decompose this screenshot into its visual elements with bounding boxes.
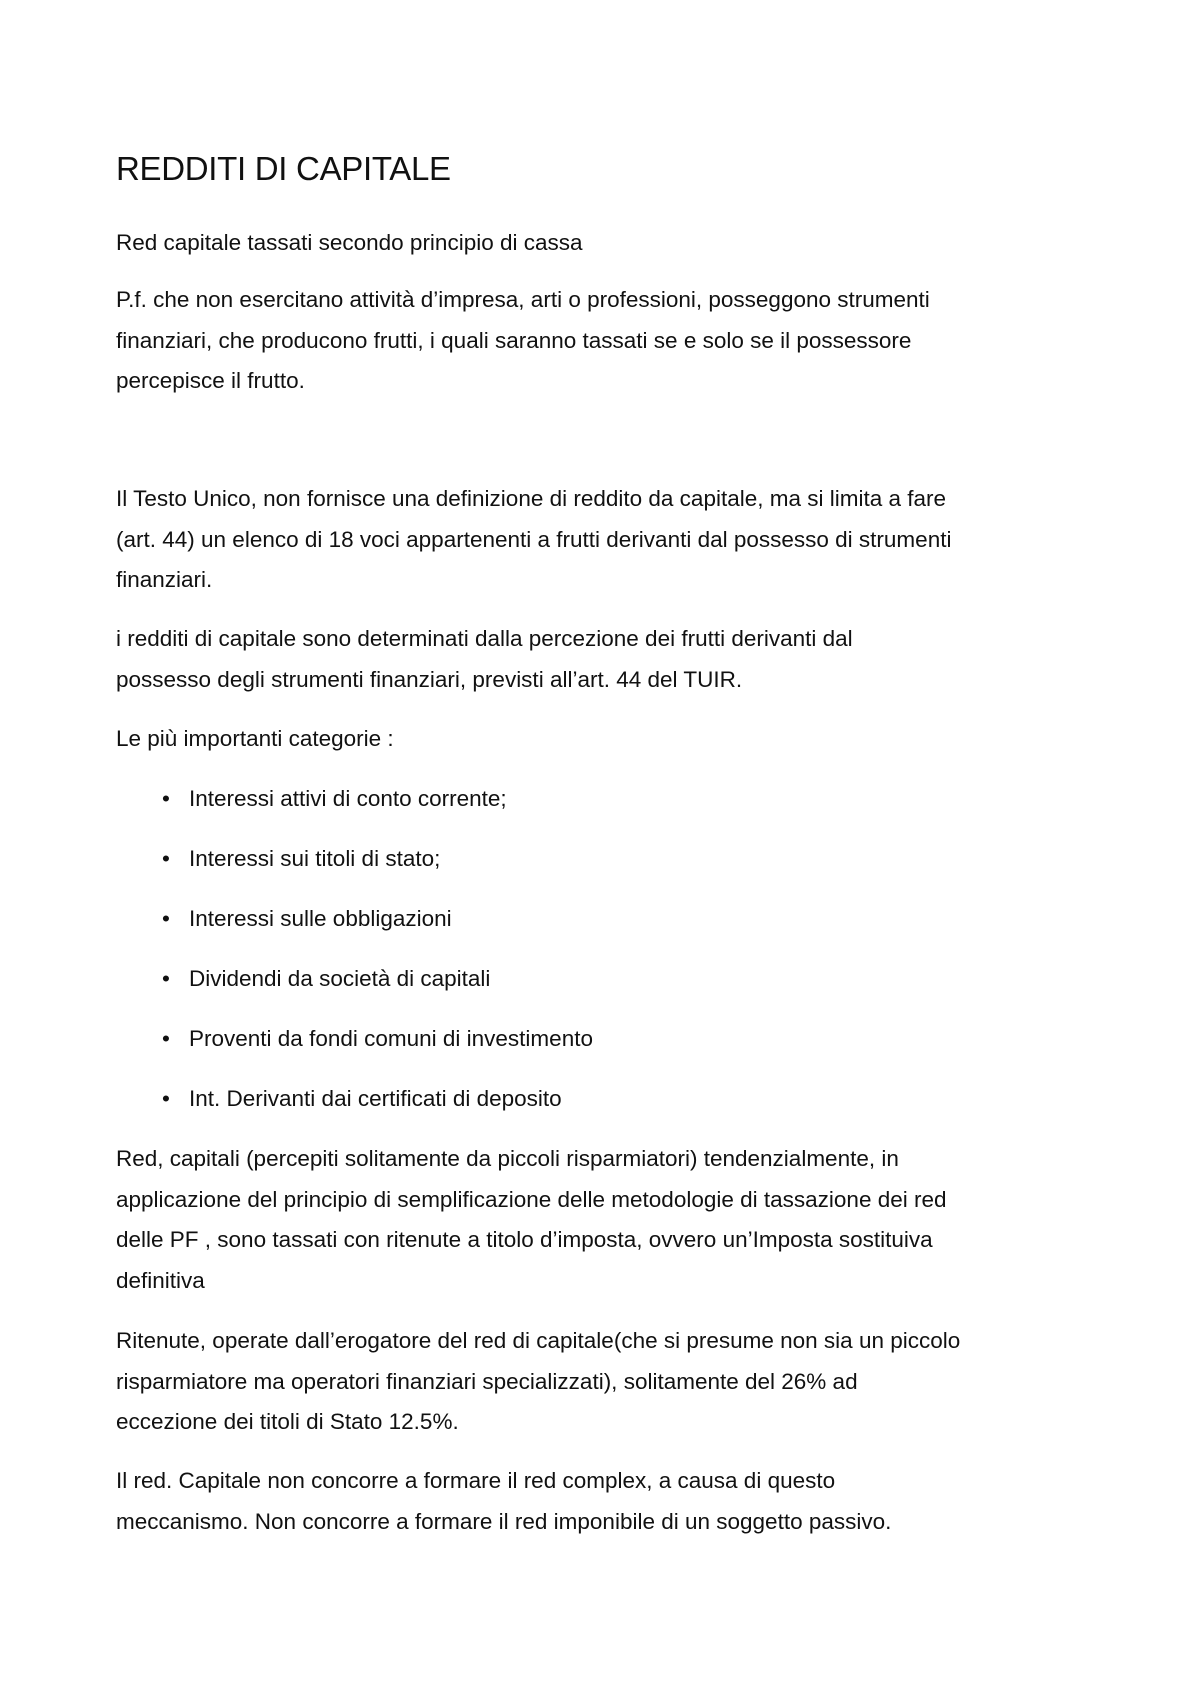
text-line: (art. 44) un elenco di 18 voci appartenenti a frutti derivanti dal possesso di strumenti: [116, 526, 952, 552]
paragraph-persone-fisiche: [116, 280, 1096, 402]
text-line: eccezione dei titoli di Stato 12.5%.: [116, 1409, 459, 1434]
list-item-text: Int. Derivanti dai certificati di deposito: [189, 1086, 562, 1111]
list-item-text: Interessi sui titoli di stato;: [189, 846, 441, 871]
page-title: REDDITI DI CAPITALE: [116, 150, 451, 187]
text-line: P.f. che non esercitano attività d’impresa, arti o professioni, posseggono strumenti: [116, 287, 930, 312]
list-item: [116, 959, 593, 1019]
paragraph-ritenute-imposta: [116, 1139, 1096, 1301]
bullet-icon: •: [162, 966, 170, 991]
list-item: [116, 899, 593, 959]
text-line: Il red. Capitale non concorre a formare il red complex, a causa di questo: [116, 1468, 836, 1493]
list-item: [116, 779, 593, 839]
bullet-icon: •: [162, 846, 170, 871]
bullet-icon: •: [162, 906, 170, 931]
text-line: delle PF , sono tassati con ritenute a titolo d’imposta, ovvero un’Imposta sostituiva: [116, 1227, 933, 1252]
text-line: Le più importanti categorie :: [116, 726, 394, 751]
text-line: Red capitale tassati secondo principio di cassa: [116, 230, 583, 255]
text-line: finanziari, che producono frutti, i quali saranno tassati se e solo se il possessore: [116, 327, 912, 353]
list-item-text: Dividendi da società di capitali: [189, 966, 491, 991]
list-item: [116, 839, 593, 899]
paragraph-principio-cassa: [116, 223, 1096, 264]
text-line: applicazione del principio di semplificazione delle metodologie di tassazione dei red: [116, 1186, 947, 1212]
bullet-icon: •: [162, 1086, 170, 1111]
text-line: meccanismo. Non concorre a formare il red imponibile di un soggetto passivo.: [116, 1508, 892, 1534]
text-line: Ritenute, operate dall’erogatore del red di capitale(che si presume non sia un piccolo: [116, 1328, 961, 1353]
paragraph-redditi-determinati: [116, 619, 1096, 700]
text-line: Il Testo Unico, non fornisce una definizione di reddito da capitale, ma si limita a fare: [116, 486, 947, 511]
bullet-icon: •: [162, 786, 170, 811]
paragraph-testo-unico: [116, 479, 1096, 601]
text-line: Red, capitali (percepiti solitamente da piccoli risparmiatori) tendenzialmente, in: [116, 1146, 899, 1171]
paragraph-categorie-intro: [116, 719, 1096, 760]
list-item: [116, 1019, 593, 1079]
paragraph-non-concorre: [116, 1461, 1096, 1542]
list-item-text: Interessi sulle obbligazioni: [189, 906, 452, 931]
bullet-icon: •: [162, 1026, 170, 1051]
categories-list: [116, 779, 593, 1139]
list-item-text: Interessi attivi di conto corrente;: [189, 786, 507, 811]
text-line: finanziari.: [116, 567, 213, 592]
text-line: i redditi di capitale sono determinati dalla percezione dei frutti derivanti dal: [116, 626, 853, 651]
paragraph-ritenute-erogatore: [116, 1321, 1096, 1443]
text-line: risparmiatore ma operatori finanziari specializzati), solitamente del 26% ad: [116, 1368, 858, 1394]
text-line: possesso degli strumenti finanziari, previsti all’art. 44 del TUIR.: [116, 666, 743, 692]
list-item-text: Proventi da fondi comuni di investimento: [189, 1026, 593, 1051]
list-item: [116, 1079, 593, 1139]
text-line: percepisce il frutto.: [116, 368, 305, 393]
text-line: definitiva: [116, 1267, 205, 1293]
